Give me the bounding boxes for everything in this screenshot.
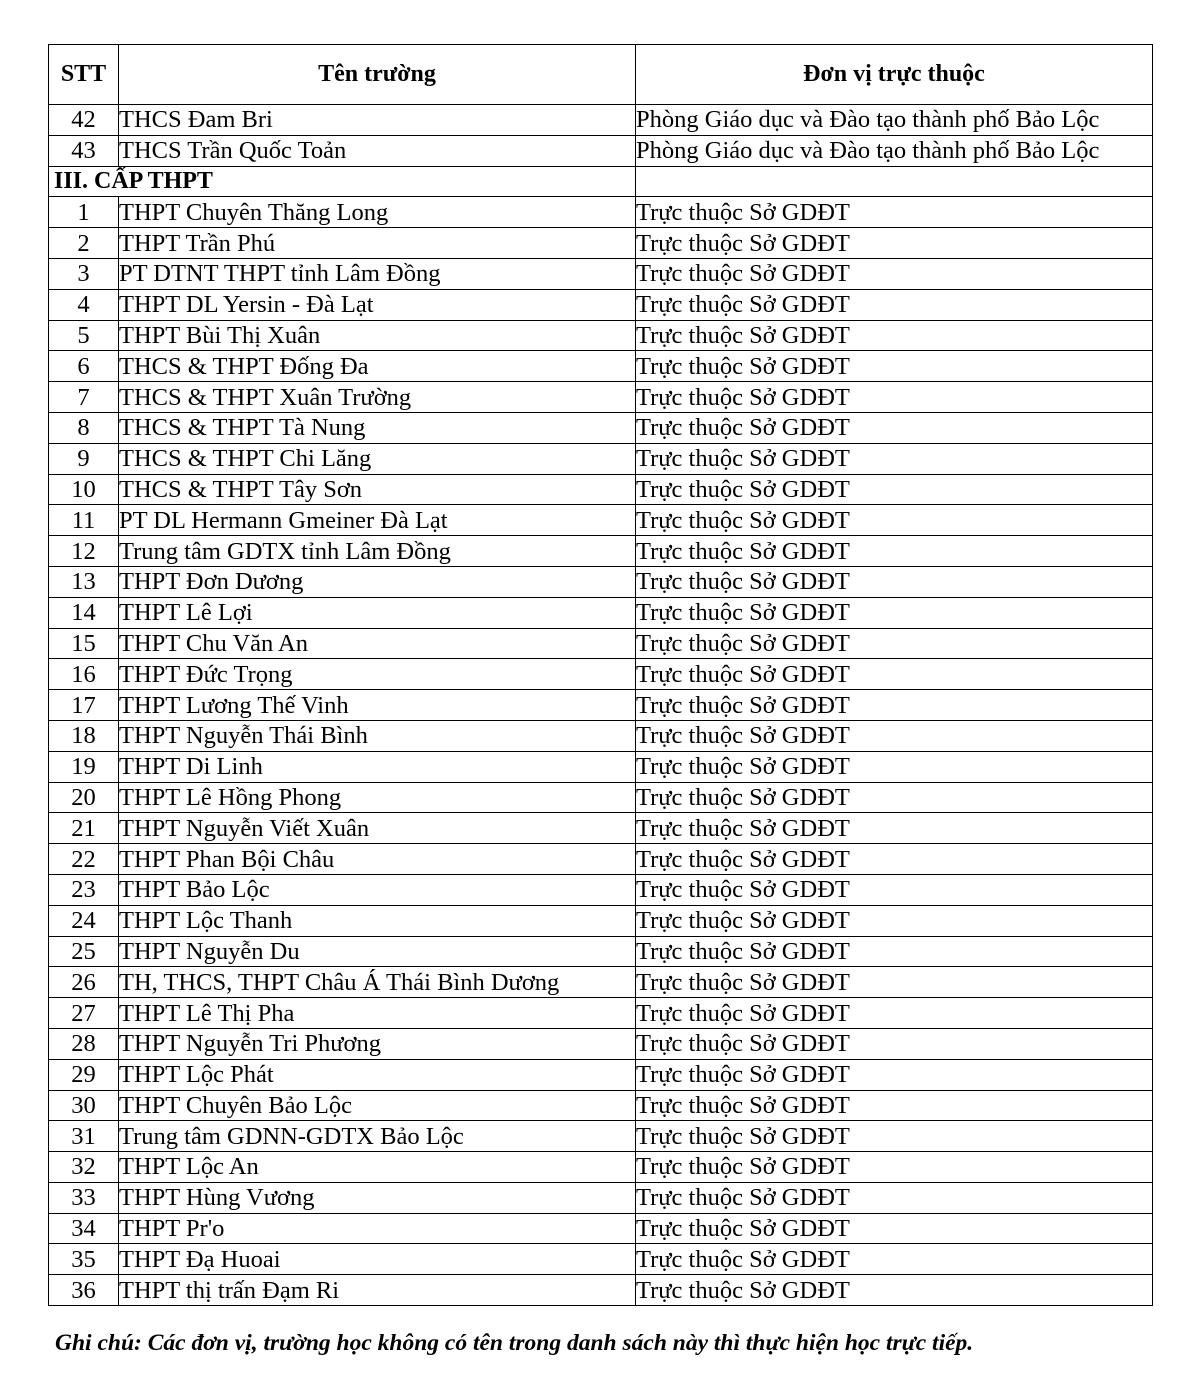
header-row <box>49 45 1153 105</box>
parent-unit: Trực thuộc Sở GDĐT <box>636 1244 1153 1275</box>
parent-unit: Trực thuộc Sở GDĐT <box>636 351 1153 382</box>
parent-unit: Trực thuộc Sở GDĐT <box>636 998 1153 1029</box>
row-number: 3 <box>49 258 119 289</box>
row-number: 15 <box>49 628 119 659</box>
school-name: TH, THCS, THPT Châu Á Thái Bình Dương <box>119 967 636 998</box>
school-name: Trung tâm GDTX tỉnh Lâm Đồng <box>119 536 636 567</box>
parent-unit: Phòng Giáo dục và Đào tạo thành phố Bảo Lộc <box>636 135 1153 166</box>
row-number: 4 <box>49 289 119 320</box>
school-name: THPT Chuyên Thăng Long <box>119 197 636 228</box>
row-number: 16 <box>49 659 119 690</box>
parent-unit: Trực thuộc Sở GDĐT <box>636 751 1153 782</box>
school-name: THPT Lê Lợi <box>119 597 636 628</box>
school-name: THCS & THPT Đống Đa <box>119 351 636 382</box>
school-name: THPT Đức Trọng <box>119 659 636 690</box>
parent-unit: Trực thuộc Sở GDĐT <box>636 320 1153 351</box>
school-name: THCS Đam Bri <box>119 105 636 136</box>
table-row <box>49 1090 1153 1121</box>
parent-unit: Phòng Giáo dục và Đào tạo thành phố Bảo Lộc <box>636 105 1153 136</box>
row-number: 14 <box>49 597 119 628</box>
row-number: 42 <box>49 105 119 136</box>
parent-unit: Trực thuộc Sở GDĐT <box>636 228 1153 259</box>
school-name: THPT Lê Hồng Phong <box>119 782 636 813</box>
school-name: THPT Đơn Dương <box>119 566 636 597</box>
section-empty-cell <box>636 166 1153 197</box>
table-row <box>49 1028 1153 1059</box>
school-list-table <box>48 44 1153 1306</box>
school-name: THPT Lộc Thanh <box>119 905 636 936</box>
parent-unit: Trực thuộc Sở GDĐT <box>636 1059 1153 1090</box>
school-name: PT DL Hermann Gmeiner Đà Lạt <box>119 505 636 536</box>
parent-unit: Trực thuộc Sở GDĐT <box>636 505 1153 536</box>
school-name: THCS & THPT Tây Sơn <box>119 474 636 505</box>
parent-unit: Trực thuộc Sở GDĐT <box>636 474 1153 505</box>
table-row <box>49 967 1153 998</box>
school-name: THPT Di Linh <box>119 751 636 782</box>
table-row <box>49 1244 1153 1275</box>
row-number: 10 <box>49 474 119 505</box>
row-number: 2 <box>49 228 119 259</box>
table-row <box>49 844 1153 875</box>
school-name: THPT Lộc Phát <box>119 1059 636 1090</box>
row-number: 29 <box>49 1059 119 1090</box>
table-row <box>49 1059 1153 1090</box>
school-name: THPT Bùi Thị Xuân <box>119 320 636 351</box>
parent-unit: Trực thuộc Sở GDĐT <box>636 905 1153 936</box>
header-school-name: Tên trường <box>119 45 636 105</box>
school-name: THPT Chu Văn An <box>119 628 636 659</box>
table-row <box>49 813 1153 844</box>
table-row <box>49 505 1153 536</box>
table-row <box>49 443 1153 474</box>
row-number: 36 <box>49 1275 119 1306</box>
row-number: 35 <box>49 1244 119 1275</box>
school-name: THCS & THPT Tà Nung <box>119 412 636 443</box>
parent-unit: Trực thuộc Sở GDĐT <box>636 1275 1153 1306</box>
row-number: 13 <box>49 566 119 597</box>
header-stt: STT <box>49 45 119 105</box>
table-row <box>49 536 1153 567</box>
parent-unit: Trực thuộc Sở GDĐT <box>636 720 1153 751</box>
table-row <box>49 874 1153 905</box>
table-row <box>49 659 1153 690</box>
parent-unit: Trực thuộc Sở GDĐT <box>636 443 1153 474</box>
row-number: 23 <box>49 874 119 905</box>
row-number: 22 <box>49 844 119 875</box>
table-row <box>49 936 1153 967</box>
school-name: THPT Lê Thị Pha <box>119 998 636 1029</box>
parent-unit: Trực thuộc Sở GDĐT <box>636 936 1153 967</box>
table-row <box>49 720 1153 751</box>
parent-unit: Trực thuộc Sở GDĐT <box>636 1213 1153 1244</box>
parent-unit: Trực thuộc Sở GDĐT <box>636 1121 1153 1152</box>
school-name: THPT Bảo Lộc <box>119 874 636 905</box>
table-row <box>49 382 1153 413</box>
row-number: 12 <box>49 536 119 567</box>
table-row <box>49 197 1153 228</box>
parent-unit: Trực thuộc Sở GDĐT <box>636 690 1153 721</box>
parent-unit: Trực thuộc Sở GDĐT <box>636 1090 1153 1121</box>
parent-unit: Trực thuộc Sở GDĐT <box>636 782 1153 813</box>
row-number: 28 <box>49 1028 119 1059</box>
table-row <box>49 105 1153 136</box>
parent-unit: Trực thuộc Sở GDĐT <box>636 628 1153 659</box>
table-row <box>49 628 1153 659</box>
table-row <box>49 135 1153 166</box>
row-number: 21 <box>49 813 119 844</box>
table-row <box>49 258 1153 289</box>
table-row <box>49 289 1153 320</box>
row-number: 32 <box>49 1152 119 1183</box>
row-number: 1 <box>49 197 119 228</box>
parent-unit: Trực thuộc Sở GDĐT <box>636 536 1153 567</box>
table-row <box>49 782 1153 813</box>
school-name: THPT Chuyên Bảo Lộc <box>119 1090 636 1121</box>
school-name: THPT DL Yersin - Đà Lạt <box>119 289 636 320</box>
parent-unit: Trực thuộc Sở GDĐT <box>636 874 1153 905</box>
school-name: THCS & THPT Xuân Trường <box>119 382 636 413</box>
parent-unit: Trực thuộc Sở GDĐT <box>636 813 1153 844</box>
table-body <box>49 105 1153 1306</box>
school-name: THPT Pr'o <box>119 1213 636 1244</box>
school-name: THPT Nguyễn Thái Bình <box>119 720 636 751</box>
school-name: THPT thị trấn Đạm Ri <box>119 1275 636 1306</box>
school-name: Trung tâm GDNN-GDTX Bảo Lộc <box>119 1121 636 1152</box>
row-number: 7 <box>49 382 119 413</box>
school-name: THPT Lộc An <box>119 1152 636 1183</box>
row-number: 19 <box>49 751 119 782</box>
parent-unit: Trực thuộc Sở GDĐT <box>636 597 1153 628</box>
parent-unit: Trực thuộc Sở GDĐT <box>636 258 1153 289</box>
parent-unit: Trực thuộc Sở GDĐT <box>636 566 1153 597</box>
row-number: 43 <box>49 135 119 166</box>
footnote: Ghi chú: Các đơn vị, trường học không có tên trong danh sách này thì thực hiện học trực tiếp. <box>55 1330 974 1356</box>
table-row <box>49 751 1153 782</box>
row-number: 31 <box>49 1121 119 1152</box>
section-title: III. CẤP THPT <box>49 166 636 197</box>
parent-unit: Trực thuộc Sở GDĐT <box>636 382 1153 413</box>
row-number: 8 <box>49 412 119 443</box>
parent-unit: Trực thuộc Sở GDĐT <box>636 659 1153 690</box>
row-number: 33 <box>49 1182 119 1213</box>
school-name: THPT Lương Thế Vinh <box>119 690 636 721</box>
row-number: 24 <box>49 905 119 936</box>
table-row <box>49 228 1153 259</box>
table-row <box>49 1152 1153 1183</box>
table-row <box>49 320 1153 351</box>
table-row <box>49 690 1153 721</box>
school-name: THPT Hùng Vương <box>119 1182 636 1213</box>
parent-unit: Trực thuộc Sở GDĐT <box>636 1152 1153 1183</box>
row-number: 30 <box>49 1090 119 1121</box>
section-row <box>49 166 1153 197</box>
school-name: THCS & THPT Chi Lăng <box>119 443 636 474</box>
row-number: 5 <box>49 320 119 351</box>
table-row <box>49 1121 1153 1152</box>
row-number: 11 <box>49 505 119 536</box>
row-number: 6 <box>49 351 119 382</box>
table-row <box>49 474 1153 505</box>
parent-unit: Trực thuộc Sở GDĐT <box>636 1182 1153 1213</box>
parent-unit: Trực thuộc Sở GDĐT <box>636 844 1153 875</box>
school-name: THPT Nguyễn Viết Xuân <box>119 813 636 844</box>
table-row <box>49 351 1153 382</box>
table-header <box>49 45 1153 105</box>
school-name: THPT Đạ Huoai <box>119 1244 636 1275</box>
row-number: 25 <box>49 936 119 967</box>
table-row <box>49 566 1153 597</box>
table-row <box>49 905 1153 936</box>
table-row <box>49 412 1153 443</box>
header-unit: Đơn vị trực thuộc <box>636 45 1153 105</box>
row-number: 20 <box>49 782 119 813</box>
parent-unit: Trực thuộc Sở GDĐT <box>636 412 1153 443</box>
table-row <box>49 998 1153 1029</box>
parent-unit: Trực thuộc Sở GDĐT <box>636 967 1153 998</box>
table-row <box>49 1213 1153 1244</box>
school-name: THPT Nguyễn Tri Phương <box>119 1028 636 1059</box>
parent-unit: Trực thuộc Sở GDĐT <box>636 289 1153 320</box>
school-name: THPT Nguyễn Du <box>119 936 636 967</box>
table-row <box>49 1182 1153 1213</box>
parent-unit: Trực thuộc Sở GDĐT <box>636 197 1153 228</box>
row-number: 9 <box>49 443 119 474</box>
row-number: 27 <box>49 998 119 1029</box>
row-number: 17 <box>49 690 119 721</box>
school-name: PT DTNT THPT tỉnh Lâm Đồng <box>119 258 636 289</box>
row-number: 26 <box>49 967 119 998</box>
school-name: THCS Trần Quốc Toản <box>119 135 636 166</box>
parent-unit: Trực thuộc Sở GDĐT <box>636 1028 1153 1059</box>
school-name: THPT Trần Phú <box>119 228 636 259</box>
row-number: 18 <box>49 720 119 751</box>
table-row <box>49 597 1153 628</box>
row-number: 34 <box>49 1213 119 1244</box>
school-name: THPT Phan Bội Châu <box>119 844 636 875</box>
table-row <box>49 1275 1153 1306</box>
